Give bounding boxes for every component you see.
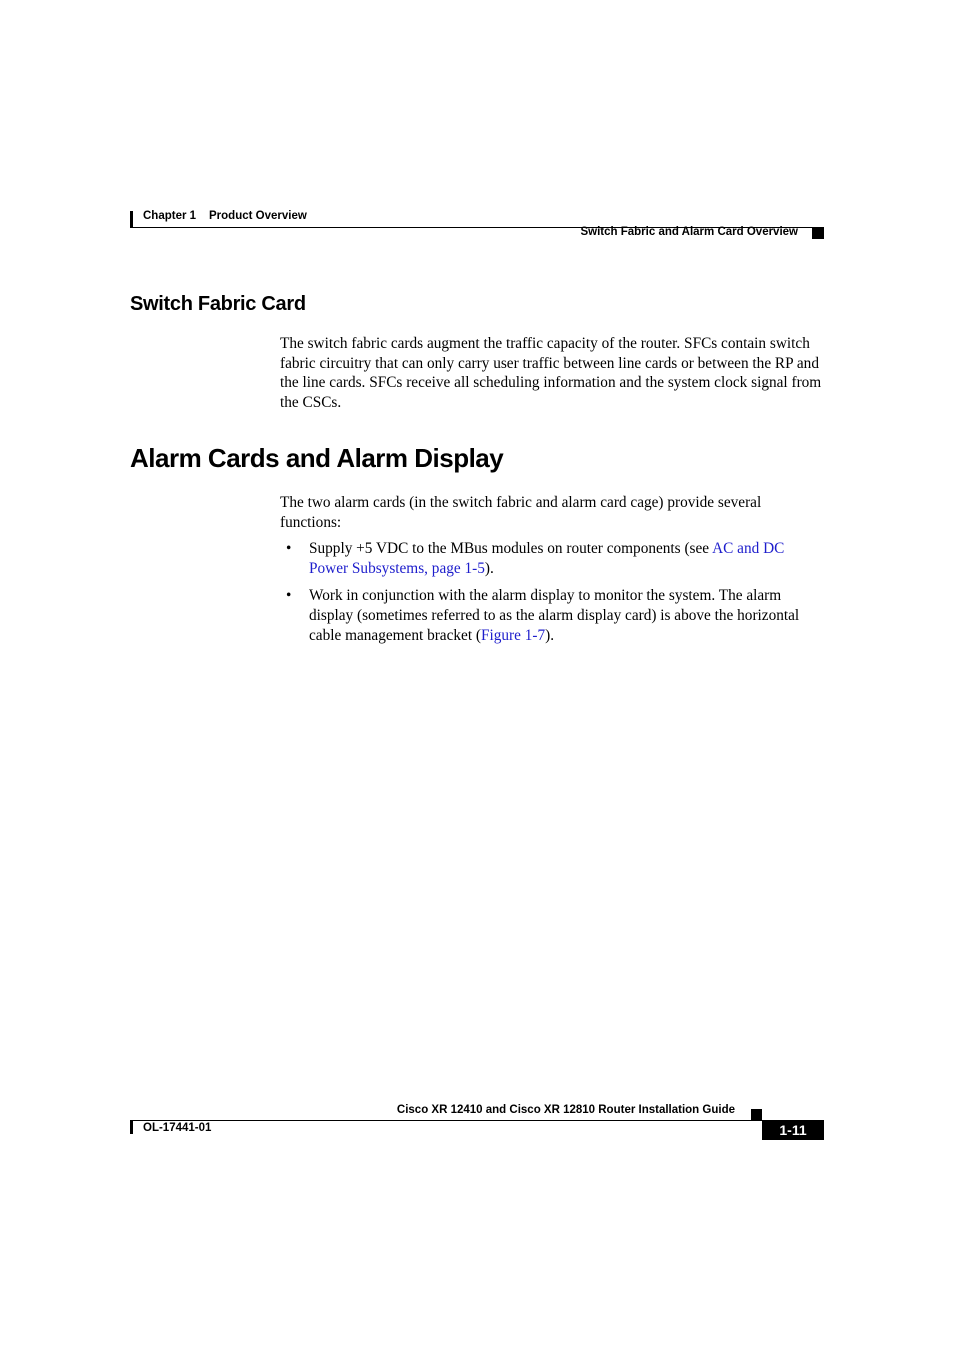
chapter-label: Chapter 1 (143, 210, 197, 222)
section-title: Switch Fabric and Alarm Card Overview (580, 226, 798, 238)
bullet2-text-after: ). (545, 626, 555, 644)
doc-number: OL-17441-01 (143, 1122, 212, 1134)
footer-marker-block (751, 1109, 762, 1120)
switch-fabric-heading: Switch Fabric Card (130, 293, 306, 315)
footer-left-bar (130, 1120, 133, 1134)
page-number: 1-11 (762, 1120, 824, 1140)
figure-link[interactable]: Figure 1-7 (481, 626, 546, 644)
chapter-title: Product Overview (209, 210, 307, 222)
bullet1-text-after: ). (484, 559, 494, 577)
header-left-bar (130, 211, 133, 228)
switch-fabric-paragraph: The switch fabric cards augment the traffic capacity of the router. SFCs contain switch fabric circuitry that can only carry user traffic between line cards or between the RP and the line cards. SFCs receive all scheduling information and the system clock signal from the CSCs. (280, 335, 822, 411)
bullet1-text-before: Supply +5 VDC to the MBus modules on router components (see (309, 540, 713, 557)
list-item (280, 539, 825, 579)
alarm-heading: Alarm Cards and Alarm Display (130, 443, 504, 473)
alarm-function-list-2 (280, 586, 825, 645)
guide-title: Cisco XR 12410 and Cisco XR 12810 Router Installation Guide (396, 1104, 735, 1116)
alarm-intro-paragraph: The two alarm cards (in the switch fabric and alarm card cage) provide several functions: (280, 494, 762, 531)
bullet2-text-before: Work in conjunction with the alarm display to monitor the system. The alarm display (sometimes referred to as the alarm display card) is above the horizontal cable management bracket ( (309, 587, 800, 644)
list-item (280, 586, 825, 645)
bullet-icon: • (286, 540, 292, 557)
power-subsystems-link[interactable]: AC and DC Power Subsystems, page 1-5 (309, 540, 785, 577)
footer-rule (130, 1120, 762, 1121)
alarm-function-list-1 (280, 539, 825, 579)
header-marker-block (812, 228, 824, 239)
bullet-icon: • (286, 587, 292, 604)
